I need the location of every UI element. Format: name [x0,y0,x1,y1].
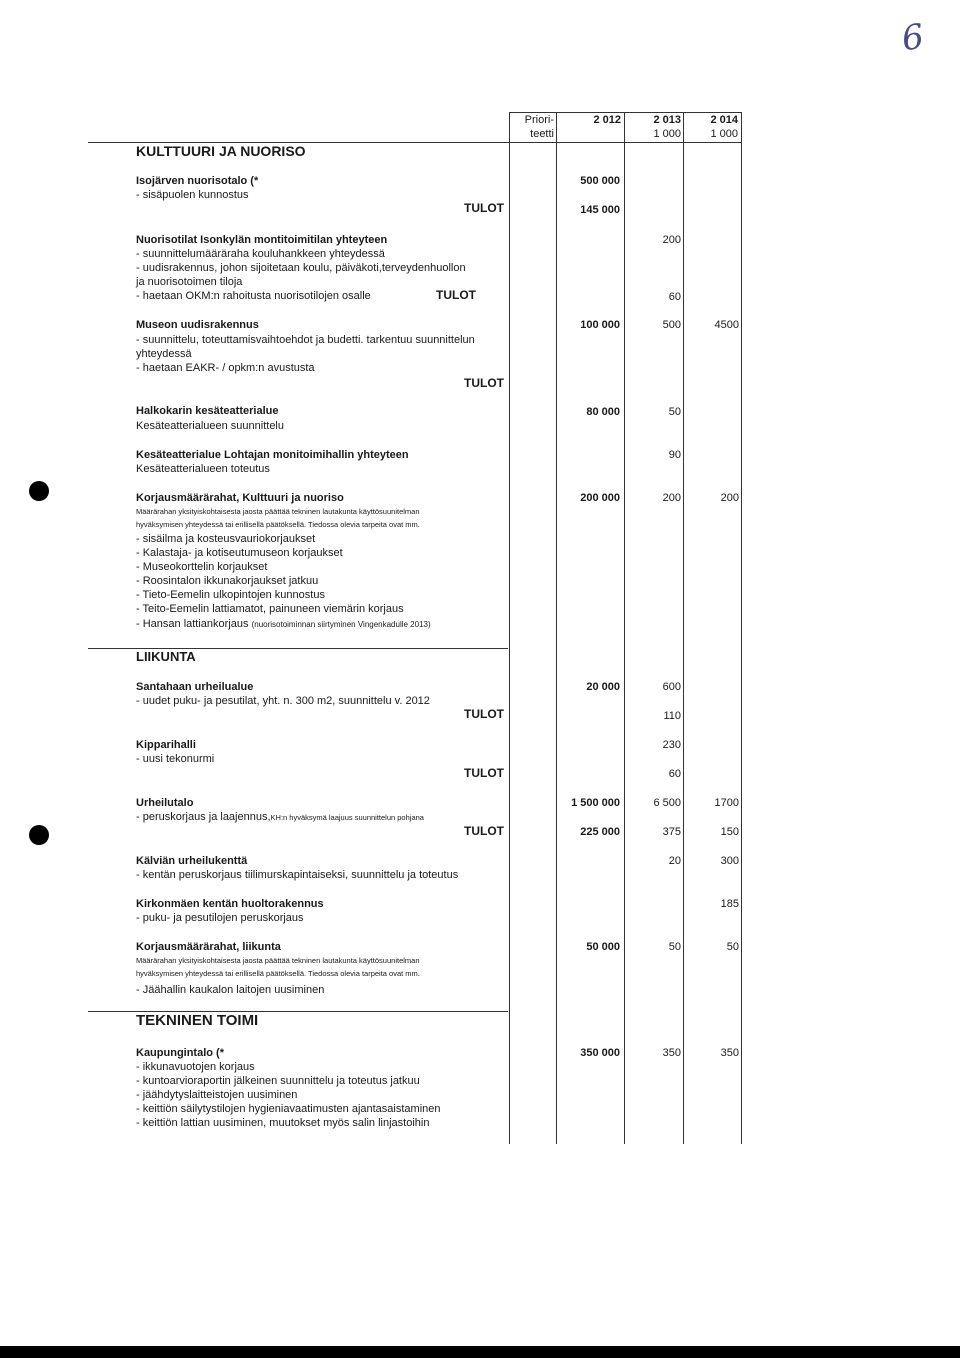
value-2014: 300 [720,855,739,867]
item-title: Kirkonmäen kentän huoltorakennus [136,898,324,910]
item-line: - ikkunavuotojen korjaus [136,1061,255,1073]
value-2013: 50 [668,406,681,418]
value-2012: 20 000 [586,681,620,693]
item-title: Museon uudisrakennus [136,319,259,331]
income-2013: 110 [663,710,681,722]
tulot-label: TULOT [464,766,504,780]
tulot-label: TULOT [464,376,504,390]
punch-hole [29,825,49,845]
column-divider [509,112,510,1144]
item-line: - sisäpuolen kunnostus [136,189,249,201]
item-line: - kuntoarvioraportin jälkeinen suunnittelu ja toteutus jatkuu [136,1075,420,1087]
section-title: LIIKUNTA [136,649,196,664]
item-line: - keittiön säilytystilojen hygieniavaatimusten ajantasaistaminen [136,1103,441,1115]
item-line: - uudet puku- ja pesutilat, yht. n. 300 m2, suunnittelu v. 2012 [136,695,430,707]
item-line: Kesäteatterialueen toteutus [136,463,270,475]
value-2013: 6 500 [653,797,681,809]
item-line-note: (nuorisotoiminnan siirtyminen Vingenkadulle 2013) [251,620,431,629]
item-title: Korjausmäärärahat, liikunta [136,941,281,953]
tulot-label: TULOT [464,707,504,721]
handwritten-page-number: 6 [899,16,927,60]
item-line: - keittiön lattian uusiminen, muutokset myös salin linjastoihin [136,1117,430,1129]
item-note: hyväksymisen yhteydessä tai erillisellä päätöksellä. Tiedossa olevia tarpeita ovat mm. [136,969,420,978]
value-2013: 50 [668,941,681,953]
value-2014: 200 [720,492,739,504]
item-line: - puku- ja pesutilojen peruskorjaus [136,912,304,924]
section-title: KULTTUURI JA NUORISO [136,143,306,159]
value-2013: 200 [662,492,681,504]
item-note: Määrärahan yksityiskohtaisesta jaosta päättää tekninen lautakunta käyttösuunitelman [136,956,420,965]
value-2013: 350 [662,1047,681,1059]
item-line-main: - Hansan lattiankorjaus [136,618,249,630]
item-title: Kälviän urheilukenttä [136,855,248,867]
item-line: - Teito-Eemelin lattiamatot, painuneen viemärin korjaus [136,603,404,615]
item-title: Kesäteatterialue Lohtajan monitoimihallin yhteyteen [136,449,409,461]
priority-header: teetti [530,128,554,140]
value-2013: 20 [668,855,681,867]
priority-header: Priori- [524,114,554,126]
income-2013: 60 [668,291,681,303]
value-2014: 185 [720,898,739,910]
item-line: ja nuorisotoimen tiloja [136,276,243,288]
item-line: - suunnittelu, toteuttamisvaihtoehdot ja budetti. tarkentuu suunnittelun [136,334,475,346]
value-2012: 500 000 [580,175,620,187]
value-2014: 4500 [714,319,739,331]
column-divider [624,112,625,1144]
item-line: - haetaan OKM:n rahoitusta nuorisotilojen osalle [136,290,371,302]
income-2012: 225 000 [580,826,620,838]
item-line [136,617,431,632]
item-title: Kipparihalli [136,739,196,751]
value-2013: 90 [668,449,681,461]
value-2012: 50 000 [586,941,620,953]
item-title: Kaupungintalo (* [136,1047,224,1059]
item-line [136,810,424,825]
punch-hole [29,481,49,501]
year-header: 2 013 [653,114,681,126]
item-note: hyväksymisen yhteydessä tai erillisellä päätöksellä. Tiedossa olevia tarpeita ovat mm. [136,520,420,529]
unit-header: 1 000 [653,128,681,140]
item-line: yhteydessä [136,348,192,360]
scan-edge [0,1346,960,1358]
value-2012: 100 000 [580,319,620,331]
tulot-label: TULOT [464,824,504,838]
item-line: - haetaan EAKR- / opkm:n avustusta [136,362,315,374]
item-line: - uudisrakennus, johon sijoitetaan koulu, päiväkoti,terveydenhuollon [136,262,466,274]
value-2012: 200 000 [580,492,620,504]
year-header: 2 012 [593,114,621,126]
value-2013: 200 [662,234,681,246]
item-line-note: KH:n hyväksymä laajuus suunnittelun pohjana [270,813,424,822]
value-2014: 350 [720,1047,739,1059]
income-2013: 60 [668,768,681,780]
item-line: - suunnittelumääräraha kouluhankkeen yhteydessä [136,248,385,260]
year-header: 2 014 [710,114,738,126]
item-line: - Roosintalon ikkunakorjaukset jatkuu [136,575,319,587]
item-note: Määrärahan yksityiskohtaisesta jaosta päättää tekninen lautakunta käyttösuunitelman [136,507,420,516]
section-title: TEKNINEN TOIMI [136,1012,259,1029]
income-2012: 145 000 [580,204,620,216]
item-line: - Tieto-Eemelin ulkopintojen kunnostus [136,589,325,601]
value-2013: 600 [662,681,681,693]
value-2012: 350 000 [580,1047,620,1059]
value-2012: 80 000 [586,406,620,418]
item-line: - sisäilma ja kosteusvauriokorjaukset [136,533,316,545]
income-2013: 375 [662,826,681,838]
value-2014: 50 [726,941,739,953]
value-2012: 1 500 000 [571,797,620,809]
value-2013: 230 [662,739,681,751]
item-line: - Kalastaja- ja kotiseutumuseon korjaukset [136,547,343,559]
item-line: - Museokorttelin korjaukset [136,561,268,573]
tulot-label: TULOT [436,288,476,302]
column-divider [683,112,684,1144]
item-title: Santahaan urheilualue [136,681,254,693]
header-top-rule [509,112,741,113]
item-line: - Jäähallin kaukalon laitojen uusiminen [136,984,325,996]
item-line-main: - peruskorjaus ja laajennus, [136,811,271,823]
item-title: Urheilutalo [136,797,194,809]
item-line: - kentän peruskorjaus tiilimurskapintaiseksi, suunnittelu ja toteutus [136,869,459,881]
column-divider [741,112,742,1144]
value-2014: 1700 [714,797,739,809]
income-2014: 150 [720,826,739,838]
unit-header: 1 000 [710,128,738,140]
column-divider [556,112,557,1144]
item-line: - uusi tekonurmi [136,753,215,765]
item-title: Halkokarin kesäteatterialue [136,405,279,417]
tulot-label: TULOT [464,201,504,215]
value-2013: 500 [662,319,681,331]
item-line: Kesäteatterialueen suunnittelu [136,420,284,432]
item-title: Isojärven nuorisotalo (* [136,175,259,187]
item-title: Nuorisotilat Isonkylän montitoimitilan yhteyteen [136,234,388,246]
item-line: - jäähdytyslaitteistojen uusiminen [136,1089,298,1101]
item-title: Korjausmäärärahat, Kulttuuri ja nuoriso [136,492,344,504]
